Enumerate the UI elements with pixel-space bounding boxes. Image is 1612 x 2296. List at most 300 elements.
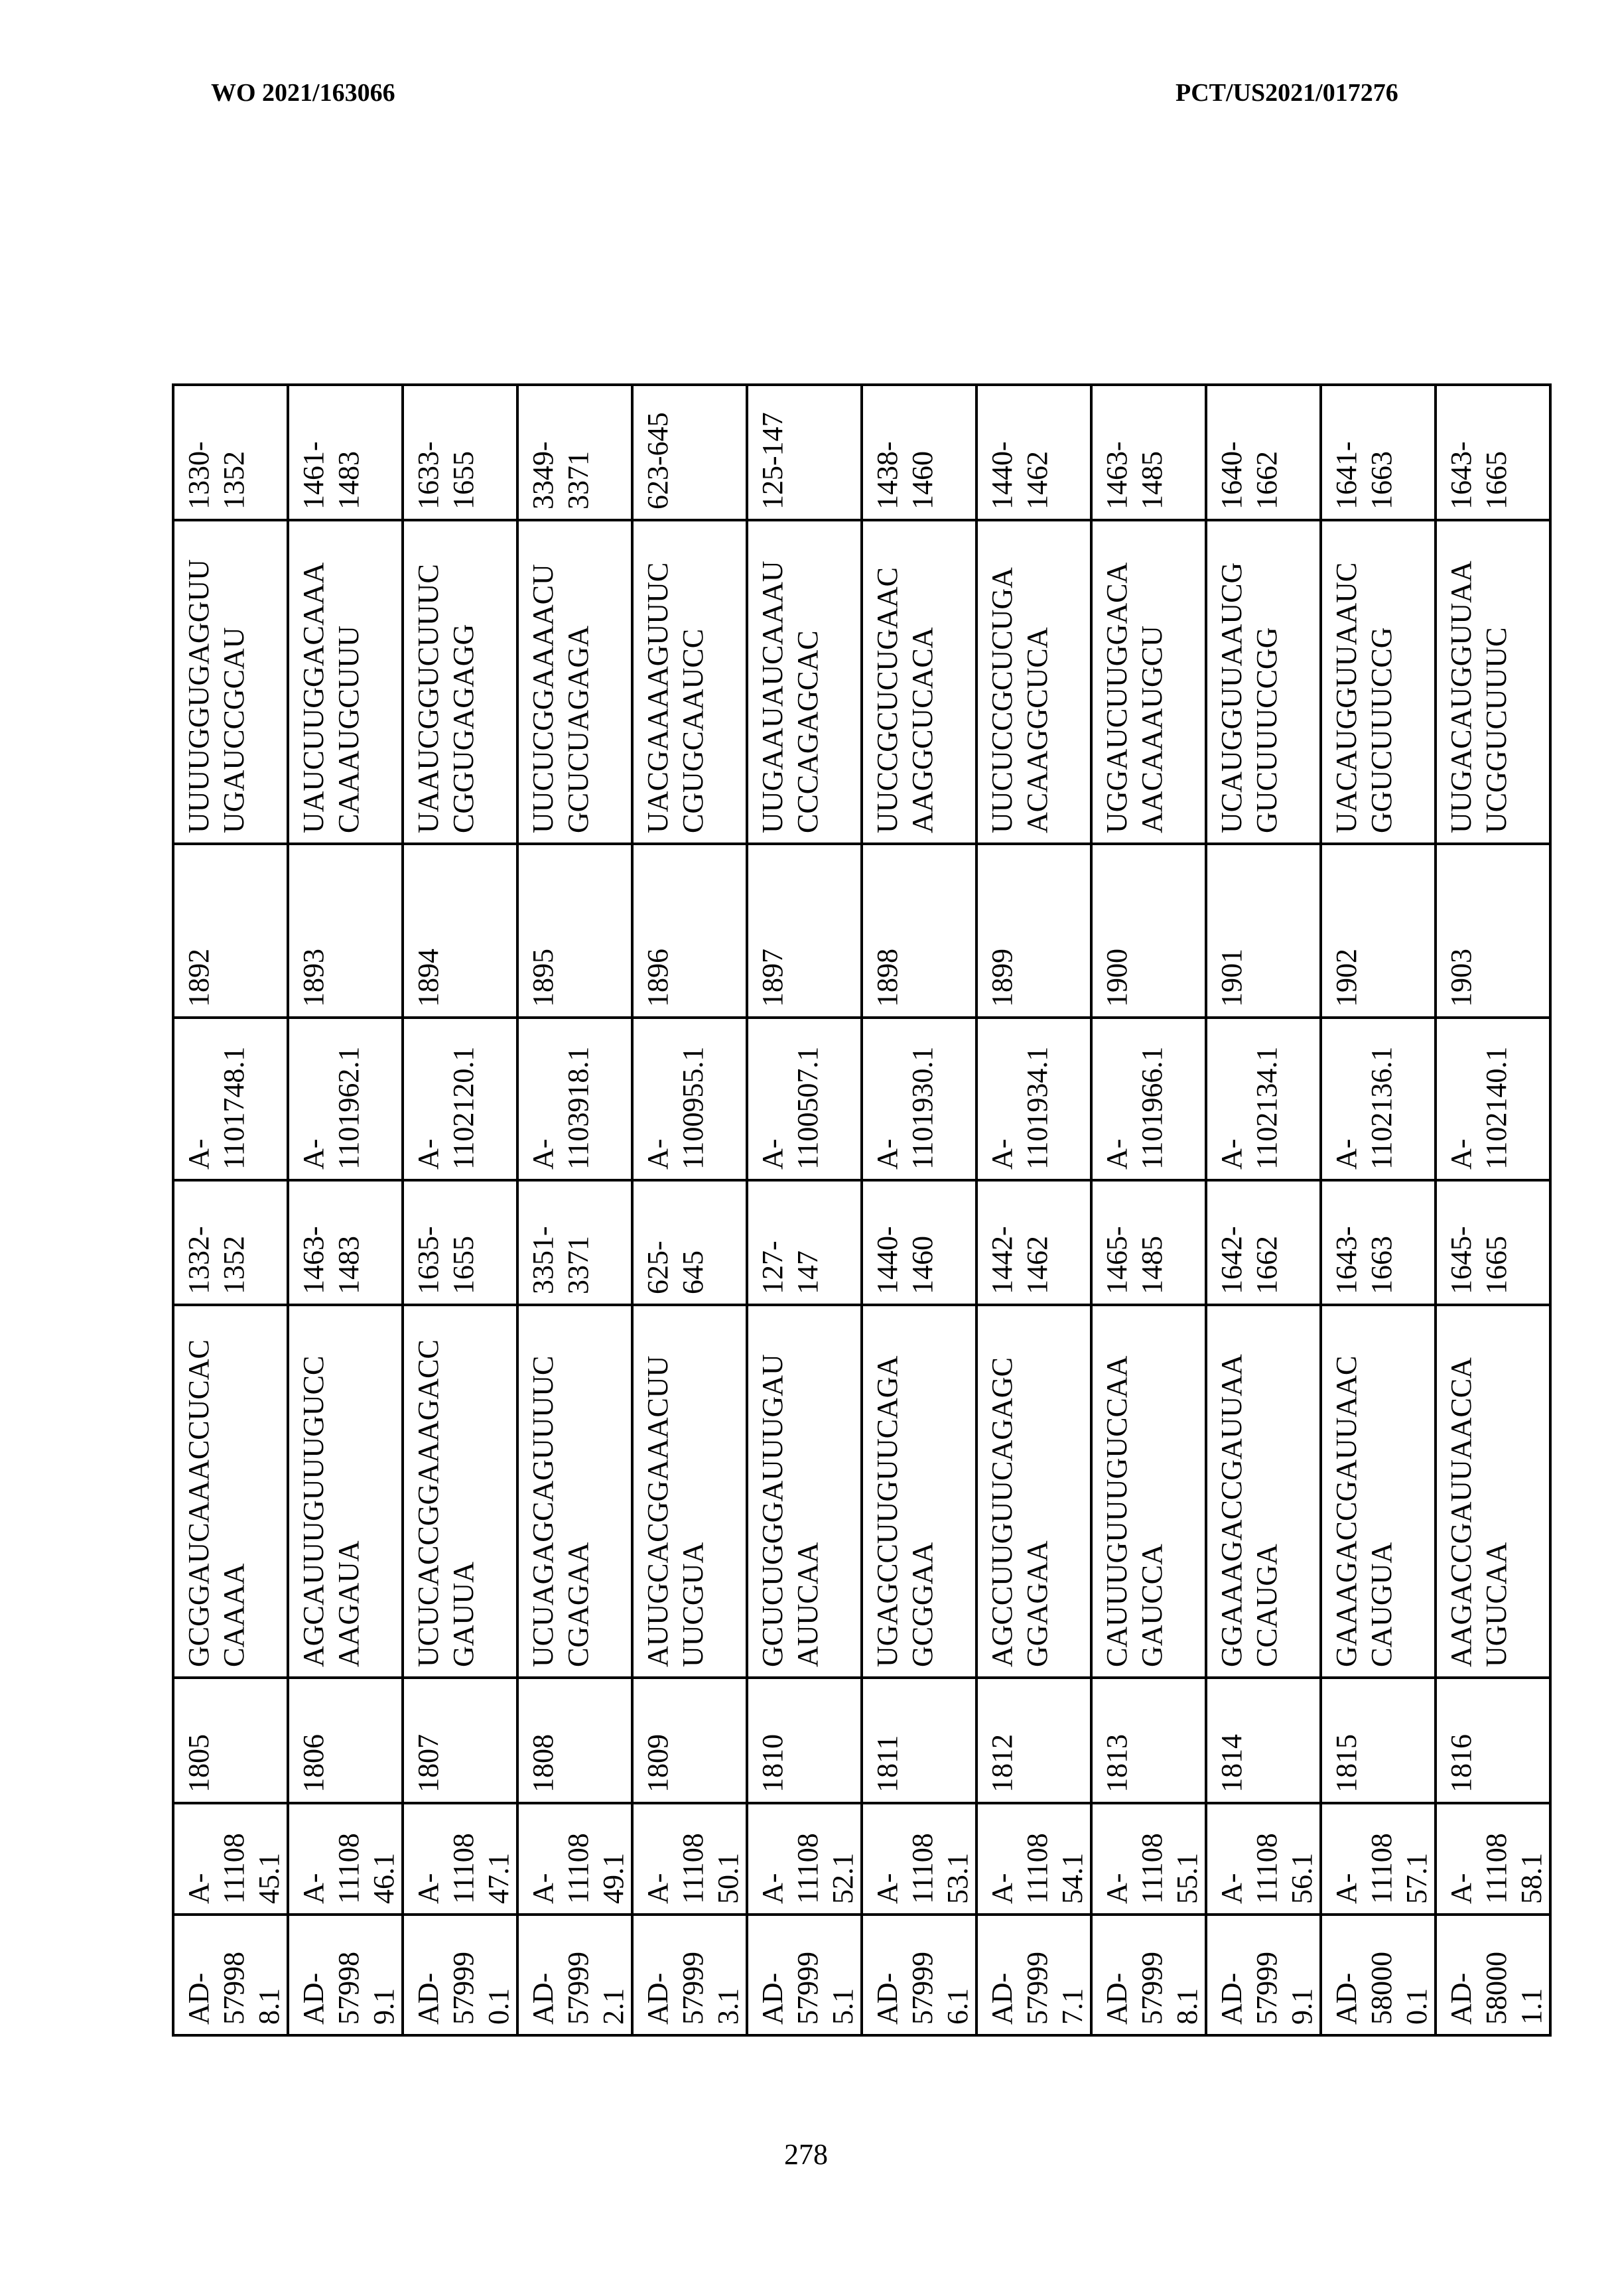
antisense-range-cell-line: 1662 <box>1250 451 1283 509</box>
sense-strand-id-cell <box>403 1803 517 1915</box>
antisense-sequence-cell-line: UACAUGGUUAAUC <box>1330 562 1363 833</box>
sense-range-cell-line: 1665 <box>1480 1236 1512 1294</box>
duplex-id-cell-line: 8.1 <box>1171 1988 1203 2025</box>
antisense-sequence-cell <box>976 520 1091 844</box>
sense-sequence-cell <box>1091 1305 1206 1678</box>
sense-strand-id-cell-line: 47.1 <box>482 1853 515 1904</box>
antisense-sequence-cell-line: UUCUCCGCUCUGA <box>986 567 1018 833</box>
antisense-range-cell-line: 1330- <box>182 441 215 509</box>
antisense-range-cell-line: 1463- <box>1101 441 1133 509</box>
antisense-sequence-cell-line: CGUGCAAUCC <box>677 628 709 833</box>
antisense-seq-id-cell-line: 1898 <box>871 949 904 1007</box>
antisense-seq-id-cell <box>1206 844 1321 1018</box>
sense-strand-id-cell-line: A- <box>986 1873 1018 1904</box>
sense-seq-id-cell-line: 1813 <box>1101 1734 1133 1792</box>
antisense-strand-id-cell-line: 1100955.1 <box>677 1046 709 1170</box>
sense-strand-id-cell-line: 11108 <box>677 1833 709 1904</box>
duplex-id-cell-line: 58000 <box>1365 1952 1398 2025</box>
sense-sequence-cell-line: AUUGCACGGAAACUU <box>641 1355 674 1667</box>
sense-strand-id-cell-line: 11108 <box>562 1833 594 1904</box>
antisense-strand-id-cell-line: A- <box>1330 1138 1363 1170</box>
sense-range-cell-line: 1460 <box>906 1236 939 1294</box>
duplex-id-cell-line: AD- <box>986 1972 1018 2025</box>
duplex-id-cell-line: 57999 <box>677 1952 709 2025</box>
sense-range-cell <box>1091 1180 1206 1305</box>
sense-strand-id-cell-line: 56.1 <box>1286 1853 1318 1904</box>
sense-sequence-cell-line: CAAAA <box>218 1563 250 1667</box>
sense-strand-id-cell <box>1436 1803 1550 1915</box>
antisense-strand-id-cell-line: 1101966.1 <box>1136 1046 1168 1170</box>
antisense-range-cell <box>288 385 403 520</box>
sense-seq-id-cell-line: 1807 <box>412 1734 444 1792</box>
sense-seq-id-cell <box>1206 1678 1321 1803</box>
duplex-id-cell-line: 57999 <box>1250 1952 1283 2025</box>
antisense-sequence-cell-line: UUUUGGUGAGGUU <box>182 559 215 833</box>
page-number: 278 <box>784 2138 828 2171</box>
sense-sequence-cell-line: CAUUUGUUUGUCCAA <box>1101 1355 1133 1667</box>
sense-seq-id-cell-line: 1806 <box>297 1734 330 1792</box>
antisense-range-cell-line: 1438- <box>871 441 904 509</box>
antisense-seq-id-cell <box>403 844 517 1018</box>
table-row <box>173 385 288 2035</box>
sense-strand-id-cell-line: A- <box>871 1873 904 1904</box>
antisense-range-cell-line: 1352 <box>218 451 250 509</box>
sense-strand-id-cell <box>632 1803 747 1915</box>
duplex-id-cell <box>173 1915 288 2035</box>
antisense-sequence-cell-line: CCCAGAGCAC <box>791 630 824 833</box>
antisense-sequence-cell-line: GGUCUUUCCG <box>1365 627 1398 833</box>
sense-seq-id-cell-line: 1814 <box>1215 1734 1248 1792</box>
duplex-id-cell-line: 6.1 <box>941 1988 974 2025</box>
sense-sequence-cell-line: GCGGAA <box>906 1542 939 1667</box>
antisense-sequence-cell <box>517 520 632 844</box>
antisense-range-cell-line: 1440- <box>986 441 1018 509</box>
sense-strand-id-cell-line: 11108 <box>332 1833 365 1904</box>
antisense-range-cell-line: 1641- <box>1330 441 1363 509</box>
antisense-sequence-cell-line: UAAUCGGUCUUUC <box>412 564 444 833</box>
sense-seq-id-cell-line: 1810 <box>756 1734 789 1792</box>
sense-strand-id-cell-line: 49.1 <box>597 1853 630 1904</box>
antisense-range-cell <box>1436 385 1550 520</box>
sense-sequence-cell <box>747 1305 862 1678</box>
sense-seq-id-cell <box>1436 1678 1550 1803</box>
antisense-range-cell <box>747 385 862 520</box>
antisense-range-cell-line: 1655 <box>447 451 480 509</box>
sense-strand-id-cell-line: 11108 <box>1021 1833 1053 1904</box>
antisense-sequence-cell-line: UUCCGCUCUGAAC <box>871 567 904 833</box>
duplex-id-cell <box>517 1915 632 2035</box>
antisense-range-cell <box>517 385 632 520</box>
sense-sequence-cell-line: GAAAGACCGAUUAAC <box>1330 1355 1363 1667</box>
antisense-seq-id-cell <box>517 844 632 1018</box>
sense-strand-id-cell <box>1321 1803 1436 1915</box>
duplex-id-cell-line: AD- <box>412 1972 444 2025</box>
antisense-strand-id-cell-line: 1102120.1 <box>447 1046 480 1170</box>
antisense-sequence-cell-line: UCAUGGUUAAUCG <box>1215 562 1248 833</box>
antisense-strand-id-cell-line: 1102140.1 <box>1480 1046 1512 1170</box>
duplex-id-cell-line: 2.1 <box>597 1988 630 2025</box>
antisense-strand-id-cell <box>517 1018 632 1180</box>
sense-range-cell <box>747 1180 862 1305</box>
antisense-seq-id-cell <box>173 844 288 1018</box>
duplex-id-cell <box>747 1915 862 2035</box>
antisense-seq-id-cell-line: 1900 <box>1101 949 1133 1007</box>
table-row <box>403 385 517 2035</box>
antisense-strand-id-cell <box>1091 1018 1206 1180</box>
antisense-strand-id-cell-line: A- <box>756 1138 789 1170</box>
antisense-range-cell-line: 1643- <box>1445 441 1477 509</box>
duplex-id-cell <box>1321 1915 1436 2035</box>
antisense-seq-id-cell <box>288 844 403 1018</box>
antisense-sequence-cell-line: CAAAUGCUUU <box>332 626 365 833</box>
sense-range-cell-line: 625- <box>641 1241 674 1294</box>
sense-range-cell <box>517 1180 632 1305</box>
sense-range-cell-line: 1483 <box>332 1236 365 1294</box>
antisense-range-cell-line: 1633- <box>412 441 444 509</box>
sense-seq-id-cell <box>632 1678 747 1803</box>
sense-strand-id-cell-line: A- <box>297 1873 330 1904</box>
sense-range-cell <box>1321 1180 1436 1305</box>
sense-sequence-cell <box>1436 1305 1550 1678</box>
antisense-range-cell-line: 1462 <box>1021 451 1053 509</box>
sense-sequence-cell <box>862 1305 976 1678</box>
sense-range-cell-line: 1465- <box>1101 1226 1133 1294</box>
sense-seq-id-cell <box>517 1678 632 1803</box>
sense-sequence-cell <box>976 1305 1091 1678</box>
antisense-sequence-cell-line: UGAUCCGCAU <box>218 627 250 833</box>
table-row <box>288 385 403 2035</box>
sense-seq-id-cell <box>288 1678 403 1803</box>
table-row <box>1206 385 1321 2035</box>
antisense-seq-id-cell <box>976 844 1091 1018</box>
antisense-strand-id-cell-line: A- <box>986 1138 1018 1170</box>
duplex-id-cell-line: AD- <box>1330 1972 1363 2025</box>
sense-seq-id-cell-line: 1809 <box>641 1734 674 1792</box>
antisense-strand-id-cell <box>1321 1018 1436 1180</box>
antisense-strand-id-cell-line: 1101930.1 <box>906 1046 939 1170</box>
antisense-sequence-cell <box>288 520 403 844</box>
sense-range-cell <box>403 1180 517 1305</box>
duplex-id-cell-line: AD- <box>641 1972 674 2025</box>
sense-sequence-cell-line: CAUGUA <box>1365 1542 1398 1667</box>
antisense-sequence-cell-line: UAUCUUGGACAAA <box>297 562 330 833</box>
antisense-seq-id-cell-line: 1895 <box>527 949 559 1007</box>
duplex-id-cell-line: 1.1 <box>1515 1988 1548 2025</box>
duplex-id-cell-line: AD- <box>871 1972 904 2025</box>
sense-strand-id-cell-line: A- <box>527 1873 559 1904</box>
sense-strand-id-cell-line: A- <box>1101 1873 1133 1904</box>
sense-range-cell-line: 1462 <box>1021 1236 1053 1294</box>
sense-strand-id-cell-line: 11108 <box>1480 1833 1512 1904</box>
duplex-id-cell-line: AD- <box>1101 1972 1133 2025</box>
antisense-seq-id-cell <box>632 844 747 1018</box>
sense-sequence-cell-line: GAUUA <box>447 1562 480 1667</box>
antisense-strand-id-cell-line: 1102136.1 <box>1365 1046 1398 1170</box>
table-body <box>173 385 1550 2035</box>
table-row <box>747 385 862 2035</box>
sense-strand-id-cell <box>1206 1803 1321 1915</box>
antisense-strand-id-cell-line: A- <box>871 1138 904 1170</box>
sense-range-cell-line: 1662 <box>1250 1236 1283 1294</box>
antisense-seq-id-cell-line: 1901 <box>1215 949 1248 1007</box>
antisense-seq-id-cell <box>862 844 976 1018</box>
sense-sequence-cell-line: UCUCACCGGAAAGACC <box>412 1339 444 1667</box>
table-row <box>976 385 1091 2035</box>
antisense-seq-id-cell-line: 1894 <box>412 949 444 1007</box>
sense-sequence-cell <box>1206 1305 1321 1678</box>
antisense-strand-id-cell-line: A- <box>297 1138 330 1170</box>
antisense-seq-id-cell <box>1091 844 1206 1018</box>
sense-range-cell-line: 3371 <box>562 1236 594 1294</box>
antisense-strand-id-cell-line: 1101962.1 <box>332 1046 365 1170</box>
sense-strand-id-cell-line: 52.1 <box>827 1853 859 1904</box>
antisense-sequence-cell-line: UACGAAAAGUUUC <box>641 562 674 833</box>
sense-sequence-cell-line: AGCAUUUGUUUGUCC <box>297 1355 330 1667</box>
sense-range-cell <box>1436 1180 1550 1305</box>
sense-range-cell-line: 127- <box>756 1241 789 1294</box>
sense-range-cell-line: 1463- <box>297 1226 330 1294</box>
sense-strand-id-cell <box>288 1803 403 1915</box>
sense-sequence-cell-line: GGAAAGACCGAUUAA <box>1215 1354 1248 1667</box>
duplex-id-cell <box>403 1915 517 2035</box>
sense-sequence-cell-line: UCUAGAGCAGUUUUC <box>527 1355 559 1667</box>
antisense-strand-id-cell <box>976 1018 1091 1180</box>
duplex-id-cell <box>632 1915 747 2035</box>
antisense-strand-id-cell <box>747 1018 862 1180</box>
sense-sequence-cell-line: GAUCCA <box>1136 1544 1168 1667</box>
table-row <box>632 385 747 2035</box>
duplex-id-cell-line: 58000 <box>1480 1952 1512 2025</box>
table-row <box>862 385 976 2035</box>
sense-strand-id-cell-line: 11108 <box>1365 1833 1398 1904</box>
antisense-range-cell-line: 1485 <box>1136 451 1168 509</box>
sense-sequence-cell-line: GGAGAA <box>1021 1540 1053 1667</box>
duplex-id-cell-line: 57998 <box>218 1952 250 2025</box>
sense-range-cell-line: 1440- <box>871 1226 904 1294</box>
antisense-seq-id-cell-line: 1899 <box>986 949 1018 1007</box>
sense-range-cell-line: 1332- <box>182 1226 215 1294</box>
antisense-range-cell-line: 1483 <box>332 451 365 509</box>
duplex-id-cell-line: AD- <box>756 1972 789 2025</box>
antisense-strand-id-cell-line: A- <box>527 1138 559 1170</box>
duplex-id-cell-line: AD- <box>1215 1972 1248 2025</box>
sense-seq-id-cell-line: 1805 <box>182 1734 215 1792</box>
duplex-id-cell-line: 57999 <box>562 1952 594 2025</box>
sense-range-cell-line: 147 <box>791 1250 824 1294</box>
sense-seq-id-cell <box>747 1678 862 1803</box>
table-row <box>517 385 632 2035</box>
sense-range-cell-line: 1642- <box>1215 1226 1248 1294</box>
antisense-seq-id-cell-line: 1897 <box>756 949 789 1007</box>
antisense-range-cell <box>862 385 976 520</box>
sense-strand-id-cell-line: 58.1 <box>1515 1853 1548 1904</box>
sense-strand-id-cell <box>173 1803 288 1915</box>
duplex-id-cell-line: 9.1 <box>1286 1988 1318 2025</box>
sense-strand-id-cell <box>1091 1803 1206 1915</box>
antisense-strand-id-cell <box>1206 1018 1321 1180</box>
antisense-strand-id-cell <box>288 1018 403 1180</box>
antisense-strand-id-cell-line: A- <box>1445 1138 1477 1170</box>
antisense-sequence-cell <box>1321 520 1436 844</box>
sense-sequence-cell-line: AUUCAA <box>791 1542 824 1667</box>
sense-range-cell-line: 1442- <box>986 1226 1018 1294</box>
sequence-table <box>172 383 1552 2037</box>
antisense-sequence-cell <box>632 520 747 844</box>
table-row <box>1091 385 1206 2035</box>
antisense-seq-id-cell-line: 1896 <box>641 949 674 1007</box>
duplex-id-cell-line: 7.1 <box>1056 1988 1089 2025</box>
sense-strand-id-cell-line: 11108 <box>1136 1833 1168 1904</box>
duplex-id-cell-line: AD- <box>527 1972 559 2025</box>
sense-seq-id-cell-line: 1812 <box>986 1734 1018 1792</box>
antisense-strand-id-cell-line: A- <box>1101 1138 1133 1170</box>
antisense-seq-id-cell-line: 1902 <box>1330 949 1363 1007</box>
sense-seq-id-cell-line: 1808 <box>527 1734 559 1792</box>
duplex-id-cell-line: 57999 <box>906 1952 939 2025</box>
duplex-id-cell-line: 57999 <box>447 1952 480 2025</box>
duplex-id-cell-line: 57999 <box>1021 1952 1053 2025</box>
sense-seq-id-cell <box>403 1678 517 1803</box>
sense-strand-id-cell-line: 45.1 <box>253 1853 285 1904</box>
sense-strand-id-cell-line: 54.1 <box>1056 1853 1089 1904</box>
sense-range-cell-line: 1655 <box>447 1236 480 1294</box>
antisense-range-cell-line: 125-147 <box>756 412 789 509</box>
sense-strand-id-cell-line: A- <box>756 1873 789 1904</box>
antisense-range-cell-line: 1663 <box>1365 451 1398 509</box>
antisense-sequence-cell-line: GCUCUAGAGA <box>562 626 594 833</box>
sense-strand-id-cell-line: 53.1 <box>941 1853 974 1904</box>
sense-strand-id-cell-line: 11108 <box>1250 1833 1283 1904</box>
sense-sequence-cell-line: GCGGAUCAAACCUCAC <box>182 1339 215 1667</box>
sense-range-cell-line: 1643- <box>1330 1226 1363 1294</box>
antisense-strand-id-cell-line: A- <box>182 1138 215 1170</box>
patent-publication-number: WO 2021/163066 <box>211 79 395 107</box>
sense-sequence-cell <box>288 1305 403 1678</box>
sense-sequence-cell-line: AAGACCGAUUAACCA <box>1445 1357 1477 1667</box>
sense-strand-id-cell-line: A- <box>182 1873 215 1904</box>
duplex-id-cell-line: AD- <box>182 1972 215 2025</box>
antisense-sequence-cell-line: ACAAGGCUCA <box>1021 627 1053 833</box>
antisense-seq-id-cell-line: 1892 <box>182 949 215 1007</box>
antisense-strand-id-cell <box>632 1018 747 1180</box>
antisense-sequence-cell <box>403 520 517 844</box>
antisense-sequence-cell-line: UUGAAUAUCAAAU <box>756 561 789 833</box>
sense-strand-id-cell-line: 11108 <box>218 1833 250 1904</box>
table-row <box>1436 385 1550 2035</box>
antisense-range-cell-line: 1460 <box>906 451 939 509</box>
sense-sequence-cell-line: CCAUGA <box>1250 1544 1283 1667</box>
sense-sequence-cell-line: GCUCUGGGAUUUGAU <box>756 1354 789 1667</box>
duplex-id-cell-line: 0.1 <box>482 1988 515 2025</box>
sense-range-cell-line: 1352 <box>218 1236 250 1294</box>
antisense-sequence-cell-line: CGGUGAGAGG <box>447 624 480 833</box>
sense-range-cell <box>862 1180 976 1305</box>
antisense-sequence-cell-line: AACAAAUGCU <box>1136 626 1168 833</box>
antisense-range-cell <box>976 385 1091 520</box>
duplex-id-cell-line: 57999 <box>1136 1952 1168 2025</box>
sense-range-cell-line: 1663 <box>1365 1236 1398 1294</box>
antisense-sequence-cell-line: AAGGCUCACA <box>906 627 939 833</box>
antisense-sequence-cell-line: UUCUCGGAAAACU <box>527 564 559 833</box>
antisense-strand-id-cell <box>1436 1018 1550 1180</box>
sense-strand-id-cell-line: A- <box>1215 1873 1248 1904</box>
sequence-table-rotated <box>172 386 1548 2037</box>
duplex-id-cell-line: 3.1 <box>712 1988 744 2025</box>
sense-seq-id-cell-line: 1811 <box>871 1735 904 1792</box>
antisense-range-cell <box>1321 385 1436 520</box>
sense-range-cell <box>976 1180 1091 1305</box>
sense-sequence-cell <box>517 1305 632 1678</box>
antisense-sequence-cell <box>747 520 862 844</box>
sense-strand-id-cell-line: 57.1 <box>1400 1853 1433 1904</box>
sense-sequence-cell-line: UGUCAA <box>1480 1542 1512 1667</box>
sense-range-cell <box>632 1180 747 1305</box>
duplex-id-cell-line: 57999 <box>791 1952 824 2025</box>
antisense-strand-id-cell-line: 1102134.1 <box>1250 1046 1283 1170</box>
sense-strand-id-cell <box>976 1803 1091 1915</box>
antisense-sequence-cell-line: UUGACAUGGUUAA <box>1445 561 1477 833</box>
duplex-id-cell-line: 0.1 <box>1400 1988 1433 2025</box>
sense-strand-id-cell-line: 11108 <box>906 1833 939 1904</box>
antisense-strand-id-cell-line: 1100507.1 <box>791 1046 824 1170</box>
duplex-id-cell-line: 9.1 <box>368 1988 400 2025</box>
sense-seq-id-cell <box>1321 1678 1436 1803</box>
sense-seq-id-cell <box>862 1678 976 1803</box>
sense-sequence-cell-line: UUCGUA <box>677 1542 709 1667</box>
duplex-id-cell-line: AD- <box>1445 1972 1477 2025</box>
sense-strand-id-cell-line: 55.1 <box>1171 1853 1203 1904</box>
antisense-range-cell <box>1206 385 1321 520</box>
sense-seq-id-cell-line: 1815 <box>1330 1734 1363 1792</box>
sense-sequence-cell <box>173 1305 288 1678</box>
sense-seq-id-cell <box>1091 1678 1206 1803</box>
sense-sequence-cell-line: UGAGCCUUGUUCAGA <box>871 1355 904 1667</box>
sense-sequence-cell-line: AGCCUUGUUCAGAGC <box>986 1357 1018 1667</box>
sense-range-cell-line: 1485 <box>1136 1236 1168 1294</box>
sense-sequence-cell <box>632 1305 747 1678</box>
antisense-sequence-cell <box>173 520 288 844</box>
antisense-range-cell-line: 623-645 <box>641 412 674 509</box>
sense-range-cell <box>173 1180 288 1305</box>
sense-strand-id-cell <box>517 1803 632 1915</box>
sense-seq-id-cell-line: 1816 <box>1445 1734 1477 1792</box>
antisense-strand-id-cell-line: A- <box>641 1138 674 1170</box>
duplex-id-cell-line: 8.1 <box>253 1988 285 2025</box>
sense-sequence-cell <box>1321 1305 1436 1678</box>
duplex-id-cell <box>862 1915 976 2035</box>
sense-range-cell-line: 1635- <box>412 1226 444 1294</box>
antisense-sequence-cell-line: UCGGUCUUUC <box>1480 627 1512 833</box>
sense-strand-id-cell <box>862 1803 976 1915</box>
antisense-strand-id-cell <box>403 1018 517 1180</box>
duplex-id-cell <box>1436 1915 1550 2035</box>
sense-strand-id-cell-line: A- <box>1330 1873 1363 1904</box>
duplex-id-cell-line: 5.1 <box>827 1988 859 2025</box>
antisense-strand-id-cell-line: A- <box>1215 1138 1248 1170</box>
antisense-range-cell <box>1091 385 1206 520</box>
sense-strand-id-cell-line: 11108 <box>447 1833 480 1904</box>
antisense-seq-id-cell <box>1321 844 1436 1018</box>
antisense-strand-id-cell <box>862 1018 976 1180</box>
sense-range-cell <box>1206 1180 1321 1305</box>
duplex-id-cell <box>1091 1915 1206 2035</box>
sense-range-cell <box>288 1180 403 1305</box>
sense-seq-id-cell <box>173 1678 288 1803</box>
duplex-id-cell-line: 57998 <box>332 1952 365 2025</box>
antisense-strand-id-cell <box>173 1018 288 1180</box>
sense-range-cell-line: 3351- <box>527 1226 559 1294</box>
duplex-id-cell-line: AD- <box>297 1972 330 2025</box>
